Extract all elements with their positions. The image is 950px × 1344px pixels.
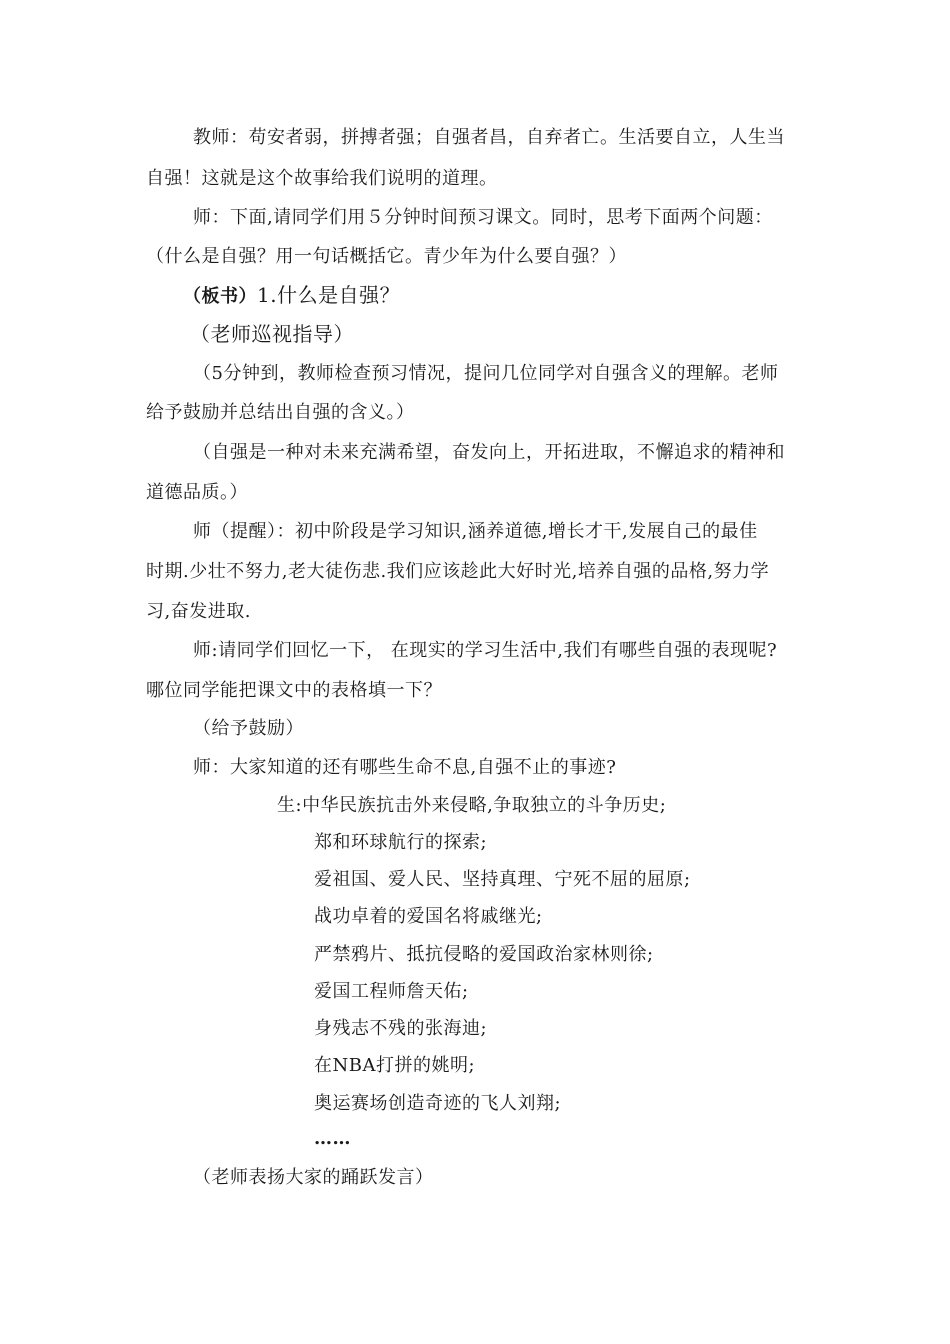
- student-answer-item: 战功卓着的爱国名将戚继光;: [314, 906, 543, 927]
- paragraph-check-line-1: （5分钟到，教师检查预习情况，提问几位同学对自强含义的理解。老师: [193, 363, 779, 384]
- student-answer-first: 生:中华民族抗击外来侵略,争取独立的斗争历史;: [277, 795, 667, 816]
- student-answer-ellipsis: ……: [314, 1128, 351, 1149]
- paragraph-preview-task-line-1: 师：下面,请同学们用５分钟时间预习课文。同时，思考下面两个问题：: [193, 207, 773, 228]
- paragraph-teacher-intro-line-2: 自强！这就是这个故事给我们说明的道理。: [146, 168, 498, 189]
- paragraph-reminder-line-2: 时期.少壮不努力,老大徒伤悲.我们应该趁此大好时光,培养自强的品格,努力学: [146, 561, 770, 582]
- closing-note: （老师表扬大家的踊跃发言）: [193, 1167, 434, 1188]
- student-answer-item: 身残志不残的张海迪;: [314, 1018, 488, 1039]
- board-text: 1.什么是自强？: [257, 283, 401, 307]
- paragraph-recall-line-1: 师:请同学们回忆一下， 在现实的学习生活中,我们有哪些自强的表现呢?: [193, 640, 778, 661]
- student-answer-item: 爱祖国、爱人民、坚持真理、宁死不屈的屈原;: [314, 869, 691, 890]
- paragraph-definition-line-2: 道德品质。）: [146, 482, 248, 503]
- student-answer-item: 奥运赛场创造奇迹的飞人刘翔;: [314, 1093, 562, 1114]
- encourage-note: （给予鼓励）: [193, 718, 304, 739]
- student-answer-item: 爱国工程师詹天佑;: [314, 981, 469, 1002]
- student-answer-item: 郑和环球航行的探索;: [314, 832, 488, 853]
- paragraph-recall-line-2: 哪位同学能把课文中的表格填一下？: [146, 680, 442, 701]
- teacher-patrol-note: （老师巡视指导）: [190, 322, 354, 346]
- board-note: [183, 283, 400, 309]
- board-label: （板书）: [183, 286, 257, 307]
- paragraph-question-stories: 师：大家知道的还有哪些生命不息,自强不止的事迹?: [193, 757, 617, 778]
- paragraph-definition-line-1: （自强是一种对未来充满希望，奋发向上，开拓进取，不懈追求的精神和: [193, 442, 785, 463]
- student-answer-item: 严禁鸦片、抵抗侵略的爱国政治家林则徐;: [314, 944, 654, 965]
- paragraph-reminder-line-1: 师（提醒）：初中阶段是学习知识,涵养道德,增长才干,发展自己的最佳: [193, 521, 758, 542]
- student-answer-item: 在NBA打拼的姚明;: [314, 1055, 476, 1076]
- paragraph-reminder-line-3: 习,奋发进取.: [146, 601, 251, 622]
- paragraph-preview-task-line-2: （什么是自强？用一句话概括它。青少年为什么要自强？）: [146, 246, 627, 267]
- paragraph-check-line-2: 给予鼓励并总结出自强的含义。）: [146, 402, 415, 423]
- paragraph-teacher-intro-line-1: 教师：苟安者弱，拼搏者强；自强者昌，自弃者亡。生活要自立，人生当: [193, 127, 785, 148]
